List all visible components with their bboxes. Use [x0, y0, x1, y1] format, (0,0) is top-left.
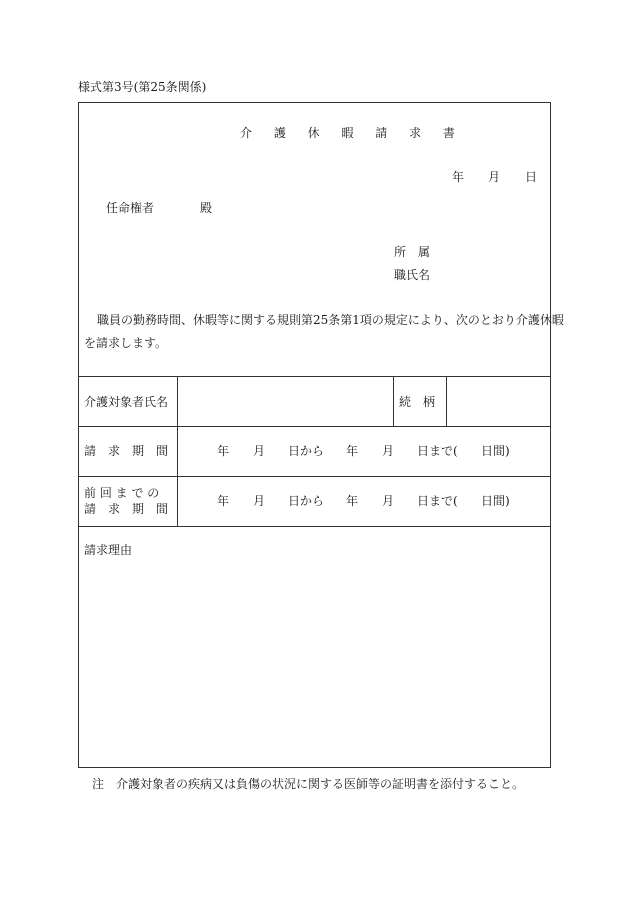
previous-end-day[interactable]: 日まで( [417, 494, 458, 508]
previous-start-day[interactable]: 日から [288, 494, 325, 508]
reason-label: 請求理由 [84, 543, 133, 557]
previous-end-month[interactable]: 月 [382, 494, 395, 508]
table-rule-row2 [78, 476, 551, 477]
care-subject-label: 介護対象者氏名 [84, 395, 169, 409]
body-text-line1: 職員の勤務時間、休暇等に関する規則第25条第1項の規定により、次のとおり介護休暇 [97, 313, 564, 327]
affiliation-label: 所 属 [394, 245, 431, 259]
request-start-year[interactable]: 年 [217, 444, 230, 458]
request-start-day[interactable]: 日から [288, 444, 325, 458]
employee-name-label: 職氏名 [394, 268, 431, 282]
addressee-honorific: 殿 [200, 201, 213, 215]
table-rule-row3 [78, 526, 551, 527]
relationship-field[interactable] [447, 377, 550, 426]
body-text-line2: を請求します。 [84, 336, 168, 350]
care-subject-name-field[interactable] [178, 377, 393, 426]
previous-start-month[interactable]: 月 [253, 494, 266, 508]
date-year[interactable]: 年 [452, 170, 465, 184]
reason-field[interactable] [79, 560, 550, 766]
request-days[interactable]: 日間) [481, 444, 510, 458]
previous-start-year[interactable]: 年 [217, 494, 230, 508]
request-period-label: 請 求 期 間 [84, 444, 169, 458]
request-end-month[interactable]: 月 [382, 444, 395, 458]
form-number: 様式第3号(第25条関係) [78, 80, 207, 94]
form-title: 介 護 休 暇 請 求 書 [240, 126, 464, 140]
table-rule-row1 [78, 426, 551, 427]
date-month[interactable]: 月 [488, 170, 501, 184]
previous-days[interactable]: 日間) [481, 494, 510, 508]
request-start-month[interactable]: 月 [253, 444, 266, 458]
request-end-year[interactable]: 年 [346, 444, 359, 458]
previous-end-year[interactable]: 年 [346, 494, 359, 508]
previous-period-label-line1: 前 回 ま で の [84, 486, 160, 500]
previous-period-label-line2: 請 求 期 間 [84, 502, 169, 516]
attachment-note: 注 介護対象者の疾病又は負傷の状況に関する医師等の証明書を添付すること。 [92, 777, 525, 791]
date-day[interactable]: 日 [525, 170, 538, 184]
request-end-day[interactable]: 日まで( [417, 444, 458, 458]
addressee-label: 任命権者 [106, 201, 155, 215]
table-relationship-divider-left [393, 376, 394, 426]
relationship-label: 続 柄 [399, 395, 436, 409]
